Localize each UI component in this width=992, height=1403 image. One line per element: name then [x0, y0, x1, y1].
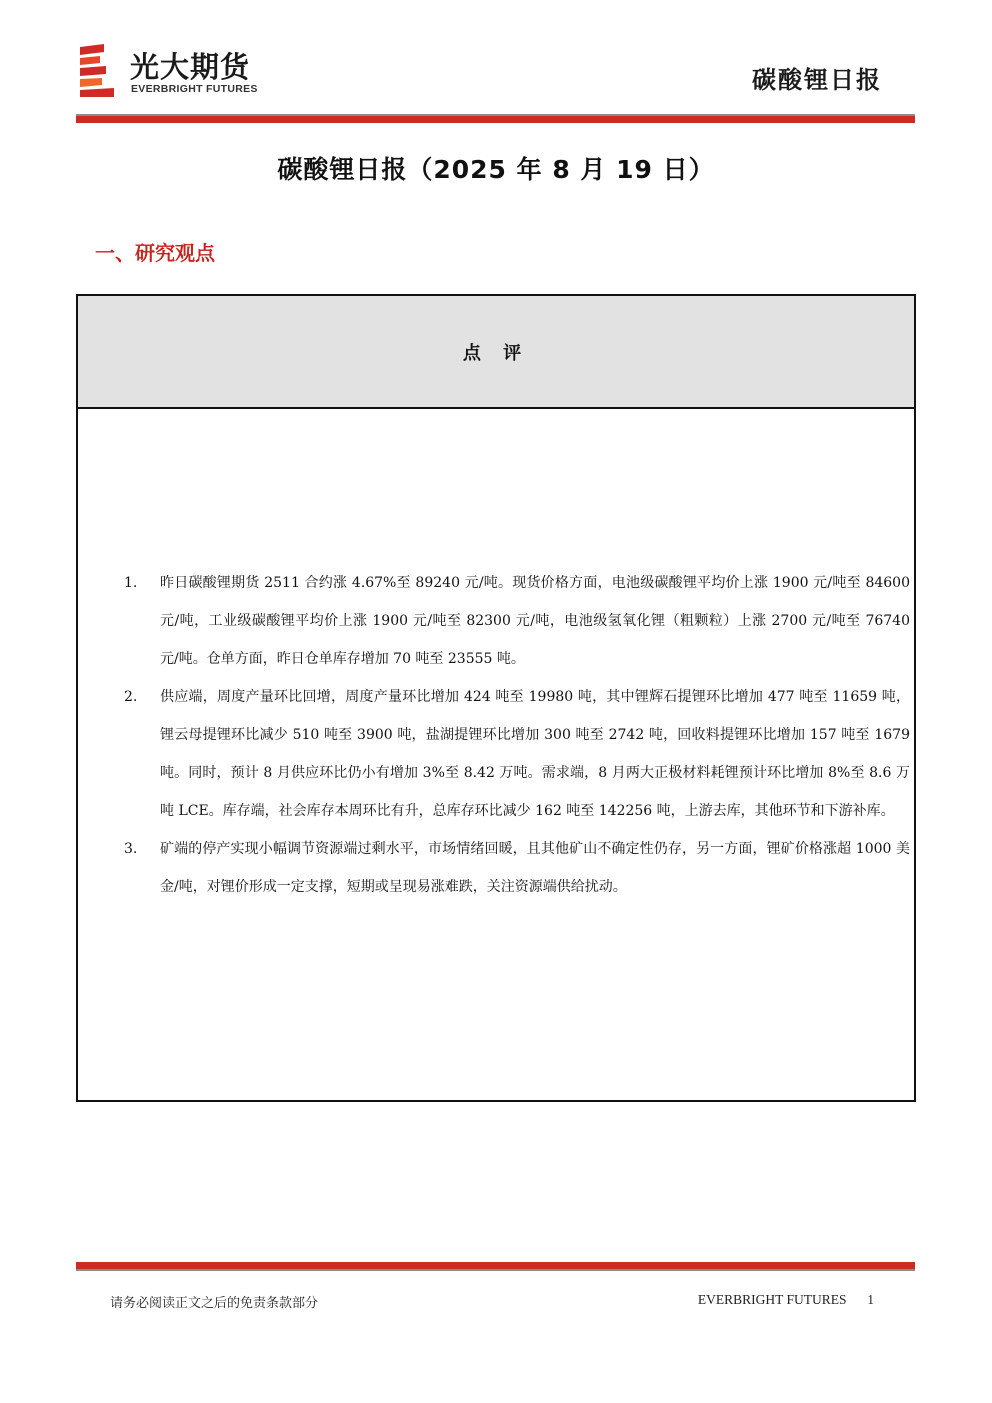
- footer-divider: [76, 1262, 915, 1271]
- list-item-number: 2.: [124, 689, 138, 705]
- header-report-name: 碳酸锂日报: [752, 66, 882, 94]
- footer-brand: EVERBRIGHT FUTURES: [697, 1292, 847, 1307]
- everbright-logo-icon: [76, 43, 118, 98]
- page-number: 1: [867, 1292, 874, 1307]
- logo-name-en: EVERBRIGHT FUTURES: [131, 83, 258, 95]
- commentary-box: [76, 294, 916, 1102]
- document-title: 碳酸锂日报（2025 年 8 月 19 日）: [277, 155, 715, 184]
- header-divider: [76, 114, 915, 123]
- list-item-number: 1.: [124, 575, 138, 591]
- list-item: [124, 564, 910, 678]
- company-logo: [76, 43, 286, 98]
- logo-name-cn: 光大期货: [130, 50, 251, 84]
- list-item: [124, 830, 910, 906]
- list-item: [124, 678, 910, 830]
- commentary-box-header: 点 评: [78, 296, 914, 409]
- list-item-number: 3.: [124, 841, 138, 857]
- footer-disclaimer: 请务必阅读正文之后的免责条款部分: [110, 1296, 319, 1311]
- footer-brand-page: [698, 1292, 874, 1308]
- list-item-text: 矿端的停产实现小幅调节资源端过剩水平，市场情绪回暖，且其他矿山不确定性仍存，另一方面，锂矿价格涨超 1000 美金/吨，对锂价形成一定支撑，短期或呈现易涨难跌，关注资源端供给扰动。: [160, 841, 910, 895]
- list-item-text: 供应端，周度产量环比回增，周度产量环比增加 424 吨至 19980 吨，其中锂辉石提锂环比增加 477 吨至 11659 吨，锂云母提锂环比减少 510 吨至 3900 吨，盐湖提锂环比增加 300 吨至 2742 吨，回收料提锂环比增加 157 吨至 1679 吨。同时，预计 8 月供应环比仍小有增加 3%至 8.42 万吨。需求端，8 月两大正极材料耗锂预计环比增加 8%至 8.6 万吨 LCE。库存端，社会库存本周环比有升，总库存环比减少 162 吨至 142256 吨，上游去库，其他环节和下游补库。: [160, 689, 910, 819]
- commentary-list: [124, 564, 910, 906]
- section-heading: 一、研究观点: [95, 241, 215, 265]
- list-item-text: 昨日碳酸锂期货 2511 合约涨 4.67%至 89240 元/吨。现货价格方面，电池级碳酸锂平均价上涨 1900 元/吨至 84600 元/吨，工业级碳酸锂平均价上涨 1900 元/吨至 82300 元/吨，电池级氢氧化锂（粗颗粒）上涨 2700 元/吨至 76740 元/吨。仓单方面，昨日仓单库存增加 70 吨至 23555 吨。: [160, 575, 910, 667]
